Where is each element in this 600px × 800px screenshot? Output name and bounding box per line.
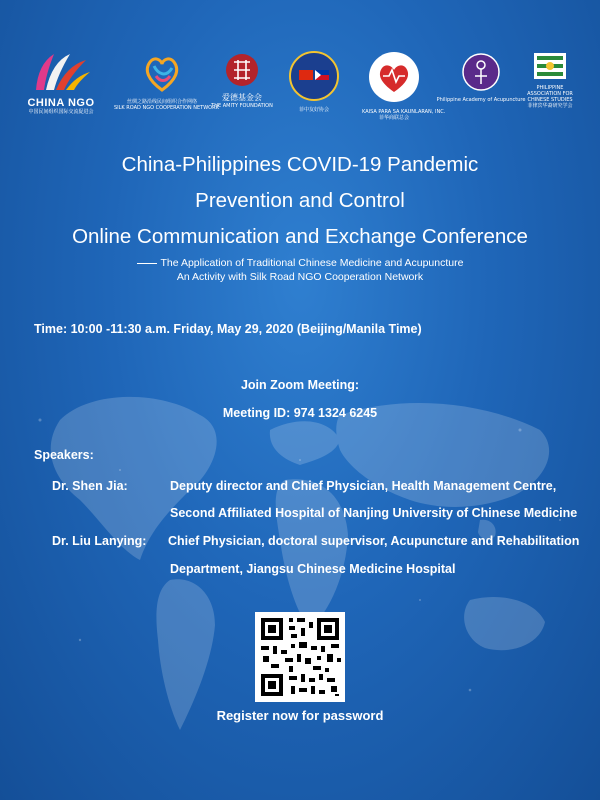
amity-foundation-logo [202, 52, 282, 109]
kaisa-logo [362, 50, 446, 121]
speaker-2-name: Dr. Liu Lanying: [52, 534, 147, 548]
speakers-heading: Speakers: [34, 448, 94, 462]
title-line-1: China-Philippines COVID-19 Pandemic [121, 153, 479, 176]
amity-seal-icon [224, 52, 260, 88]
qr-code-icon [255, 612, 345, 702]
speaker-1-title-line-2: Second Affiliated Hospital of Nanjing University of Chinese Medicine [170, 506, 578, 520]
zoom-meeting-id: Meeting ID: 974 1324 6245 [222, 406, 378, 420]
china-ngo-label: CHINA NGO [27, 97, 95, 109]
conference-subtitle [0, 256, 600, 284]
friendship-flags-icon [288, 50, 340, 102]
subtitle-line-2: An Activity with Silk Road NGO Cooperation Network [176, 271, 424, 283]
kaisa-heart-icon [367, 50, 421, 104]
conference-title [0, 147, 600, 255]
pacs-caption-cn: 菲律宾华裔研究学会 [527, 103, 573, 109]
registration-qr-code[interactable] [255, 612, 345, 702]
kaisa-caption-cn: 菲华商联总会 [378, 115, 409, 121]
pacs-logo [518, 52, 582, 109]
kaisa-caption: KAISA PARA SA KAUNLARAN, INC. [362, 109, 446, 115]
silk-road-heart-icon [142, 52, 182, 94]
china-ngo-caption: 中国民间组织国际交流促进会 [28, 109, 94, 115]
amity-caption-en: THE AMITY FOUNDATION [211, 103, 273, 109]
register-prompt[interactable]: Register now for password [216, 708, 384, 723]
title-line-2: Prevention and Control [195, 189, 405, 212]
pacs-emblem-icon [533, 52, 567, 80]
zoom-join-label: Join Zoom Meeting: [240, 378, 360, 392]
acupuncture-academy-logo [436, 52, 526, 103]
acupuncture-caption: Philippine Academy of Acupuncture [436, 97, 526, 103]
speaker-2-title-line-1: Chief Physician, doctoral supervisor, Acupuncture and Rehabilitation [168, 534, 580, 548]
silk-road-logo [114, 52, 219, 111]
silk-road-caption-en: SILK ROAD NGO COOPERATION NETWORK [114, 105, 219, 111]
china-ngo-logo [26, 52, 96, 115]
philippines-china-friendship-logo [284, 50, 344, 113]
subtitle-dash [137, 263, 157, 264]
title-line-3: Online Communication and Exchange Conference [72, 225, 528, 248]
china-ngo-fan-icon [30, 52, 92, 92]
speaker-1-name: Dr. Shen Jia: [52, 479, 128, 493]
event-time: Time: 10:00 -11:30 a.m. Friday, May 29, 2020 (Beijing/Manila Time) [34, 322, 422, 336]
pacs-caption: PHILIPPINE ASSOCIATION FOR CHINESE STUDIES [527, 85, 573, 103]
silk-road-caption-cn: 丝绸之路沿线民间组织合作网络 [126, 99, 197, 105]
subtitle-line-1: The Application of Traditional Chinese Medicine and Acupuncture [160, 257, 464, 269]
friendship-caption: 菲中友好协会 [298, 107, 329, 113]
partner-logos [22, 50, 582, 130]
acupuncture-emblem-icon [461, 52, 501, 92]
amity-caption-cn: 爱德基金会 [222, 93, 262, 102]
speaker-1-title-line-1: Deputy director and Chief Physician, Health Management Centre, [170, 479, 557, 493]
speaker-2-title-line-2: Department, Jiangsu Chinese Medicine Hospital [170, 562, 456, 576]
